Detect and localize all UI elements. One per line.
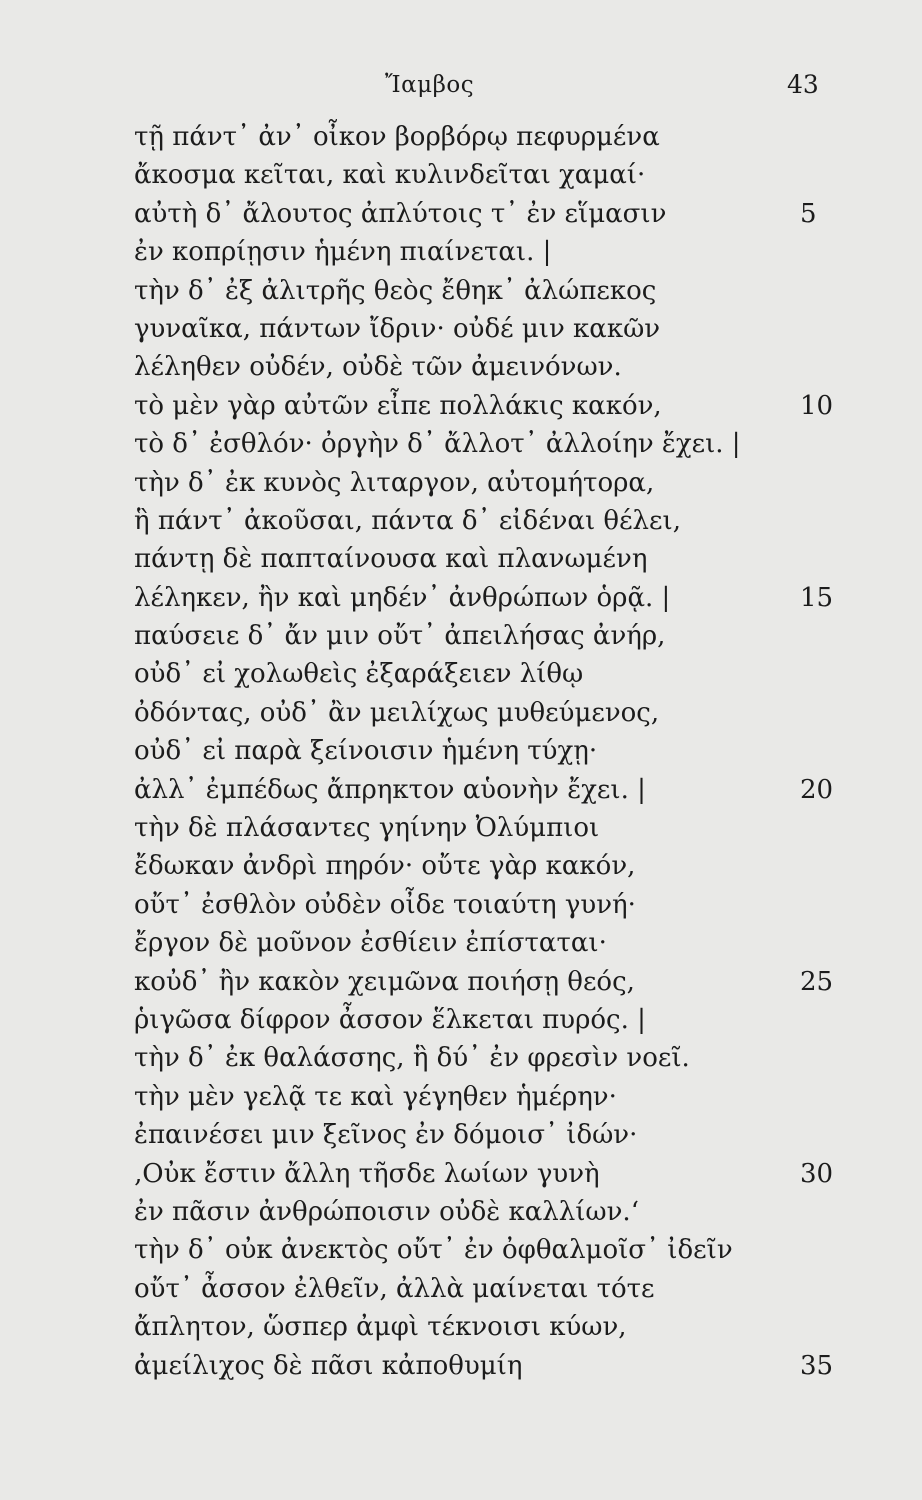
poem-line: οὔτ᾽ ἐσθλὸν οὐδὲν οἶδε τοιαύτη γυνή· [134,889,636,920]
poem-line: λέληκεν, ἢν καὶ μηδέν᾽ ἀνθρώπων ὁρᾷ. | [134,582,671,613]
poem-line: οὐδ᾽ εἰ παρὰ ξείνοισιν ἡμένη τύχῃ· [134,736,598,767]
poem-line: αὐτὴ δ᾽ ἄλουτος ἀπλύτοις τ᾽ ἐν εἵμασιν [134,198,667,229]
line-number: 30 [800,1158,834,1189]
poem-line: ἄπλητον, ὥσπερ ἀμφὶ τέκνοισι κύων, [134,1312,627,1343]
poem-line: τὴν δ᾽ οὐκ ἀνεκτὸς οὔτ᾽ ἐν ὀφθαλμοῖσ᾽ ἰδεῖν [134,1235,733,1266]
line-number: 25 [800,966,834,997]
line-number: 15 [800,582,834,613]
poem-line: οὐδ᾽ εἰ χολωθεὶς ἐξαράξειεν λίθῳ [134,659,584,690]
poem-line: ἔργον δὲ μοῦνον ἐσθίειν ἐπίσταται· [134,928,607,959]
line-number: 10 [800,390,834,421]
poem-line: ἀμείλιχος δὲ πᾶσι κἀποθυμίη [134,1350,523,1381]
poem-line: κοὐδ᾽ ἢν κακὸν χειμῶνα ποιήσῃ θεός, [134,966,635,997]
line-number: 35 [800,1350,834,1381]
poem-line: πάντῃ δὲ παπταίνουσα καὶ πλανωμένη [134,544,648,575]
poem-line: τὴν δ᾽ ἐξ ἀλιτρῆς θεὸς ἔθηκ᾽ ἀλώπεκος [134,275,657,306]
poem-line: τὴν μὲν γελᾷ τε καὶ γέγηθεν ἡμέρην· [134,1081,617,1112]
poem-line: ὀδόντας, οὐδ᾽ ἂν μειλίχως μυθεύμενος, [134,697,660,728]
poem-line: ῥιγῶσα δίφρον ἆσσον ἕλκεται πυρός. | [134,1004,646,1035]
poem-text [134,118,834,1385]
page-number: 43 [787,70,819,99]
poem-line: τὸ μὲν γὰρ αὐτῶν εἶπε πολλάκις κακόν, [134,390,662,421]
poem-line: τὸ δ᾽ ἐσθλόν· ὀργὴν δ᾽ ἄλλοτ᾽ ἀλλοίην ἔχει. | [134,429,741,460]
poem-line: ἐν κοπρίῃσιν ἡμένη πιαίνεται. | [134,237,552,268]
poem-line: ἐπαινέσει μιν ξεῖνος ἐν δόμοισ᾽ ἰδών· [134,1120,638,1151]
poem-line: ἔδωκαν ἀνδρὶ πηρόν· οὔτε γὰρ κακόν, [134,851,636,882]
poem-line: τὴν δ᾽ ἐκ κυνὸς λιταργον, αὐτομήτορα, [134,467,655,498]
poem-line: ἄκοσμα κεῖται, καὶ κυλινδεῖται χαμαί· [134,160,646,191]
poem-line: λέληθεν οὐδέν, οὐδὲ τῶν ἀμεινόνων. [134,352,622,383]
poem-line: ‚Οὐκ ἔστιν ἄλλη τῆσδε λωίων γυνὴ [134,1158,600,1189]
poem-line: οὔτ᾽ ἆσσον ἐλθεῖν, ἀλλὰ μαίνεται τότε [134,1273,655,1304]
line-number: 5 [800,198,817,229]
poem-line: γυναῖκα, πάντων ἴδριν· οὐδέ μιν κακῶν [134,313,661,344]
running-head-title: Ἴαμβος [385,72,475,98]
poem-line: ἣ πάντ᾽ ἀκοῦσαι, πάντα δ᾽ εἰδέναι θέλει, [134,505,681,536]
poem-line: ἀλλ᾽ ἐμπέδως ἄπρηκτον αὑονὴν ἔχει. | [134,774,646,805]
poem-line: τῇ πάντ᾽ ἀν᾽ οἶκον βορβόρῳ πεφυρμένα [134,122,660,152]
poem-line: παύσειε δ᾽ ἄν μιν οὔτ᾽ ἀπειλήσας ἀνήρ, [134,621,666,652]
poem-line: ἐν πᾶσιν ἀνθρώποισιν οὐδὲ καλλίων.‘ [134,1196,639,1227]
poem-line: τὴν δ᾽ ἐκ θαλάσσης, ἣ δύ᾽ ἐν φρεσὶν νοεῖ. [134,1043,690,1074]
poem-line: τὴν δὲ πλάσαντες γηίνην Ὀλύμπιοι [134,813,600,844]
line-number: 20 [800,774,834,805]
